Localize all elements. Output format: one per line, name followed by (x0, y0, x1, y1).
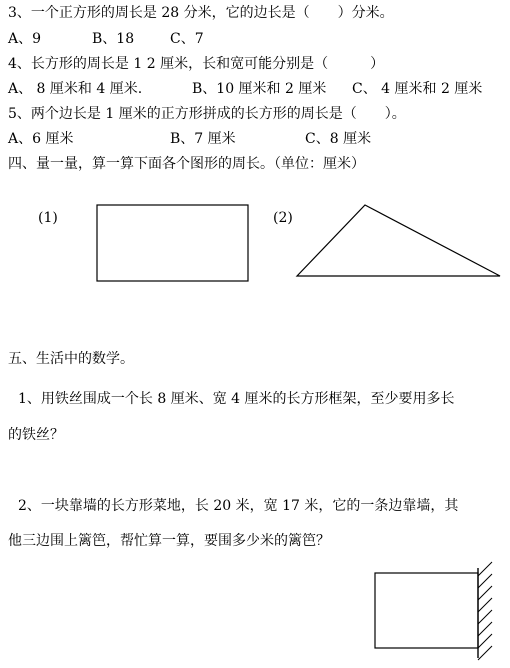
q4-option-b: B、10 厘米和 2 厘米 (192, 81, 327, 97)
q5-option-b: B、7 厘米 (170, 131, 236, 147)
q4-option-a: A、 8 厘米和 4 厘米. (8, 81, 143, 97)
question-4: 4、长方形的周长是 1 2 厘米，长和宽可能分别是（ ） (8, 56, 385, 72)
q5-option-c: C、8 厘米 (305, 131, 372, 147)
figure-2-label: (2) (273, 210, 293, 226)
wall-hatching (478, 562, 492, 660)
problem-2-line-1: 2、一块靠墙的长方形菜地，长 20 米，宽 17 米，它的一条边靠墙，其 (18, 498, 459, 514)
problem-1-line-2: 的铁丝？ (8, 427, 64, 443)
problem-1-line-1: 1、用铁丝围成一个长 8 厘米、宽 4 厘米的长方形框架，至少要用多长 (18, 391, 455, 407)
q3-option-c: C、7 (170, 31, 204, 47)
q3-option-b: B、18 (92, 31, 135, 47)
section-5-title: 五、生活中的数学。 (8, 351, 134, 367)
figure-1-rectangle (92, 202, 252, 284)
q3-option-a: A、9 (8, 31, 42, 47)
q5-option-a: A、6 厘米 (8, 131, 74, 147)
figure-1-label: (1) (38, 210, 58, 226)
q4-option-c: C、 4 厘米和 2 厘米 (352, 81, 483, 97)
problem-2-line-2: 他三边围上篱笆，帮忙算一算，要围多少米的篱笆？ (8, 533, 330, 549)
garden-wall-diagram (370, 568, 510, 658)
question-5: 5、两个边长是 1 厘米的正方形拼成的长方形的周长是（ ）。 (8, 106, 406, 122)
question-3: 3、一个正方形的周长是 28 分米，它的边长是（ ）分米。 (8, 5, 394, 21)
section-4-title: 四、量一量，算一算下面各个图形的周长。（单位：厘米） (8, 156, 365, 172)
figure-2-triangle (292, 200, 507, 280)
garden-rectangle (375, 573, 478, 648)
